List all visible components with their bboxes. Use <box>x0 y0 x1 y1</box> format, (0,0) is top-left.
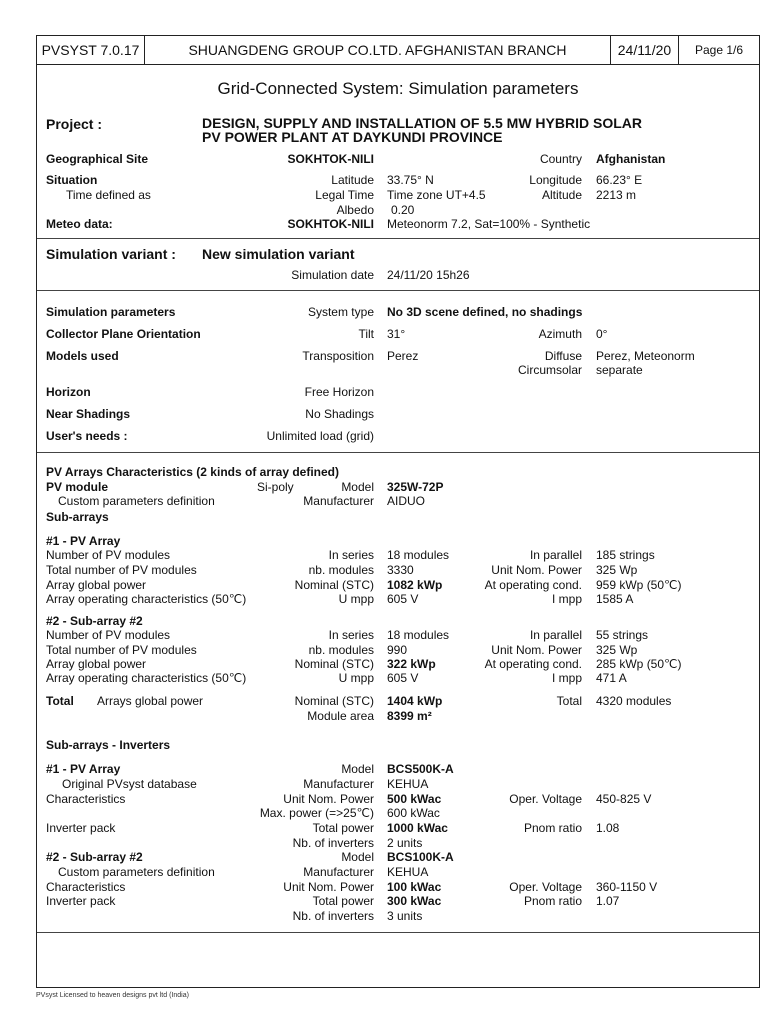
inverter2-unp-label: Unit Nom. Power <box>283 880 374 894</box>
array1-nbmod-value: 3330 <box>387 563 414 577</box>
array1-total-label: Total number of PV modules <box>46 563 197 577</box>
sim-date-value: 24/11/20 15h26 <box>387 268 470 282</box>
albedo-value: 0.20 <box>391 203 415 217</box>
altitude-value: 2213 m <box>596 188 637 202</box>
total-modules-value: 4320 modules <box>596 694 672 708</box>
user-needs-value: Unlimited load (grid) <box>266 429 374 443</box>
inverter1-nbinv-value: 2 units <box>387 836 423 850</box>
horizon-value: Free Horizon <box>304 385 374 399</box>
user-needs-label: User's needs : <box>46 429 128 443</box>
array2-impp-label: I mpp <box>551 671 582 685</box>
array1-series-label: In series <box>328 548 374 562</box>
inverter2-volt-value: 360-1150 V <box>596 880 658 894</box>
inverter1-unp-value: 500 kWac <box>387 792 442 806</box>
inverter1-totp-value: 1000 kWac <box>387 821 448 835</box>
inverter1-totp-label: Total power <box>312 821 374 835</box>
legal-time-label: Legal Time <box>315 188 374 202</box>
inverter2-pack-label: Inverter pack <box>46 894 116 908</box>
inverters-title: Sub-arrays - Inverters <box>46 738 171 752</box>
array1-umpp-value: 605 V <box>387 592 419 606</box>
array2-parallel-label: In parallel <box>529 628 582 642</box>
module-area-value: 8399 m² <box>387 709 432 723</box>
longitude-value: 66.23° E <box>596 173 643 187</box>
module-model-value: 325W-72P <box>387 480 444 494</box>
total-stc-value: 1404 kWp <box>387 694 443 708</box>
inverter1-manufacturer-label: Manufacturer <box>303 777 374 791</box>
system-type-value: No 3D scene defined, no shadings <box>387 305 583 319</box>
inverter1-pnom-label: Pnom ratio <box>523 821 582 835</box>
inverter2-title: #2 - Sub-array #2 <box>46 850 143 864</box>
company-name: SHUANGDENG GROUP CO.LTD. AFGHANISTAN BRANCH <box>145 36 611 64</box>
horizon-label: Horizon <box>46 385 91 399</box>
array1-impp-label: I mpp <box>551 592 582 606</box>
divider <box>37 932 759 933</box>
array2-power-label: Array global power <box>46 657 147 671</box>
module-manufacturer-label: Manufacturer <box>303 494 374 508</box>
inverter2-manufacturer-label: Manufacturer <box>303 865 374 879</box>
circumsolar-value: separate <box>596 363 643 377</box>
array2-series-value: 18 modules <box>387 628 450 642</box>
diffuse-value: Perez, Meteonorm <box>596 349 695 363</box>
array2-unp-value: 325 Wp <box>596 643 638 657</box>
geo-site-value: SOKHTOK-NILI <box>287 152 374 166</box>
page-number: Page 1/6 <box>694 43 744 57</box>
array2-stc-label: Nominal (STC) <box>294 657 374 671</box>
country-label: Country <box>539 152 582 166</box>
inverter2-nbinv-value: 3 units <box>387 909 423 923</box>
inverter1-model-value: BCS500K-A <box>387 762 454 776</box>
inverter2-totp-value: 300 kWac <box>387 894 442 908</box>
meteo-value: Meteonorm 7.2, Sat=100% - Synthetic <box>387 217 591 231</box>
report-header <box>36 35 760 65</box>
array2-opchar-label: Array operating characteristics (50℃) <box>46 671 247 685</box>
inverter1-manufacturer-value: KEHUA <box>387 777 429 791</box>
legal-time-value: Time zone UT+4.5 <box>387 188 486 202</box>
array2-stc-value: 322 kWp <box>387 657 436 671</box>
inverter2-model-label: Model <box>341 850 374 864</box>
sim-params-label: Simulation parameters <box>46 305 176 319</box>
time-defined-label: Time defined as <box>66 188 151 202</box>
custom-params-label: Custom parameters definition <box>58 494 215 508</box>
inverter2-custom-label: Custom parameters definition <box>58 865 215 879</box>
project-label: Project : <box>46 116 103 132</box>
divider <box>37 452 759 453</box>
longitude-label: Longitude <box>529 173 582 187</box>
variant-value: New simulation variant <box>202 246 355 262</box>
total-stc-label: Nominal (STC) <box>294 694 374 708</box>
module-area-label: Module area <box>307 709 374 723</box>
array1-unp-label: Unit Nom. Power <box>491 563 582 577</box>
altitude-label: Altitude <box>541 188 582 202</box>
inverter1-title: #1 - PV Array <box>46 762 121 776</box>
near-shadings-label: Near Shadings <box>46 407 131 421</box>
array2-total-label: Total number of PV modules <box>46 643 197 657</box>
total-sub-label: Arrays global power <box>97 694 204 708</box>
near-shadings-value: No Shadings <box>305 407 374 421</box>
array2-opcond-value: 285 kWp (50℃) <box>596 657 682 671</box>
meteo-label: Meteo data: <box>46 217 113 231</box>
array1-nb-label: Number of PV modules <box>46 548 171 562</box>
inverter2-char-label: Characteristics <box>46 880 126 894</box>
array1-impp-value: 1585 A <box>596 592 634 606</box>
inverter1-char-label: Characteristics <box>46 792 126 806</box>
project-name-line1: DESIGN, SUPPLY AND INSTALLATION OF 5.5 MW HYBRID SOLAR <box>202 115 642 131</box>
tilt-value: 31° <box>387 327 406 341</box>
country-value: Afghanistan <box>596 152 666 166</box>
array1-parallel-label: In parallel <box>529 548 582 562</box>
diffuse-label: Diffuse <box>544 349 582 363</box>
array1-opchar-label: Array operating characteristics (50℃) <box>46 592 247 606</box>
total-modules-label: Total <box>556 694 582 708</box>
array1-stc-label: Nominal (STC) <box>294 578 374 592</box>
array2-nb-label: Number of PV modules <box>46 628 171 642</box>
inverter1-maxp-value: 600 kWac <box>387 806 440 820</box>
array1-umpp-label: U mpp <box>338 592 374 606</box>
sim-date-label: Simulation date <box>291 268 374 282</box>
array2-impp-value: 471 A <box>596 671 627 685</box>
module-model-label: Model <box>341 480 374 494</box>
array2-umpp-value: 605 V <box>387 671 419 685</box>
array1-opcond-value: 959 kWp (50℃) <box>596 578 682 592</box>
azimuth-label: Azimuth <box>538 327 582 341</box>
inverter1-volt-value: 450-825 V <box>596 792 652 806</box>
inverter2-pnom-label: Pnom ratio <box>523 894 582 908</box>
array2-nbmod-label: nb. modules <box>308 643 374 657</box>
array2-title: #2 - Sub-array #2 <box>46 614 143 628</box>
inverter1-db-label: Original PVsyst database <box>62 777 197 791</box>
transposition-label: Transposition <box>302 349 374 363</box>
arrays-title: PV Arrays Characteristics (2 kinds of array defined) <box>46 465 340 479</box>
inverter1-model-label: Model <box>341 762 374 776</box>
inverter1-pnom-value: 1.08 <box>596 821 620 835</box>
inverter2-model-value: BCS100K-A <box>387 850 454 864</box>
inverter2-pnom-value: 1.07 <box>596 894 620 908</box>
inverter1-nbinv-label: Nb. of inverters <box>292 836 374 850</box>
transposition-value: Perez <box>387 349 419 363</box>
inverter2-unp-value: 100 kWac <box>387 880 442 894</box>
array2-nbmod-value: 990 <box>387 643 408 657</box>
tilt-label: Tilt <box>358 327 374 341</box>
albedo-label: Albedo <box>336 203 374 217</box>
azimuth-value: 0° <box>596 327 608 341</box>
geo-site-label: Geographical Site <box>46 152 149 166</box>
divider <box>37 290 759 291</box>
inverter1-volt-label: Oper. Voltage <box>509 792 582 806</box>
subarrays-label: Sub-arrays <box>46 510 109 524</box>
inverter1-maxp-label: Max. power (=>25℃) <box>259 806 374 820</box>
project-name-line2: PV POWER PLANT AT DAYKUNDI PROVINCE <box>202 129 503 145</box>
report-date: 24/11/20 <box>611 36 679 64</box>
models-label: Models used <box>46 349 119 363</box>
meteo-site: SOKHTOK-NILI <box>287 217 374 231</box>
array1-parallel-value: 185 strings <box>596 548 655 562</box>
module-manufacturer-value: AIDUO <box>387 494 426 508</box>
license-footer: PVsyst Licensed to heaven designs pvt ltd (India) <box>36 992 189 999</box>
array2-opcond-label: At operating cond. <box>484 657 582 671</box>
orientation-label: Collector Plane Orientation <box>46 327 201 341</box>
array1-stc-value: 1082 kWp <box>387 578 443 592</box>
pv-module-label: PV module <box>46 480 109 494</box>
array1-opcond-label: At operating cond. <box>484 578 582 592</box>
array2-parallel-value: 55 strings <box>596 628 649 642</box>
array1-title: #1 - PV Array <box>46 534 121 548</box>
array1-series-value: 18 modules <box>387 548 450 562</box>
system-type-label: System type <box>307 305 374 319</box>
array2-series-label: In series <box>328 628 374 642</box>
pv-module-tech: Si-poly <box>257 480 294 494</box>
divider <box>37 238 759 239</box>
inverter2-volt-label: Oper. Voltage <box>509 880 582 894</box>
inverter1-pack-label: Inverter pack <box>46 821 116 835</box>
inverter2-manufacturer-value: KEHUA <box>387 865 429 879</box>
latitude-label: Latitude <box>331 173 374 187</box>
total-label: Total <box>46 694 74 708</box>
array1-power-label: Array global power <box>46 578 147 592</box>
situation-label: Situation <box>46 173 98 187</box>
software-version: PVSYST 7.0.17 <box>37 36 145 64</box>
page-title: Grid-Connected System: Simulation parameters <box>217 79 579 98</box>
variant-label: Simulation variant : <box>46 246 176 262</box>
latitude-value: 33.75° N <box>387 173 434 187</box>
circumsolar-label: Circumsolar <box>517 363 582 377</box>
inverter2-nbinv-label: Nb. of inverters <box>292 909 374 923</box>
inverter1-unp-label: Unit Nom. Power <box>283 792 374 806</box>
array2-unp-label: Unit Nom. Power <box>491 643 582 657</box>
array2-umpp-label: U mpp <box>338 671 374 685</box>
inverter2-totp-label: Total power <box>312 894 374 908</box>
array1-nbmod-label: nb. modules <box>308 563 374 577</box>
array1-unp-value: 325 Wp <box>596 563 638 577</box>
